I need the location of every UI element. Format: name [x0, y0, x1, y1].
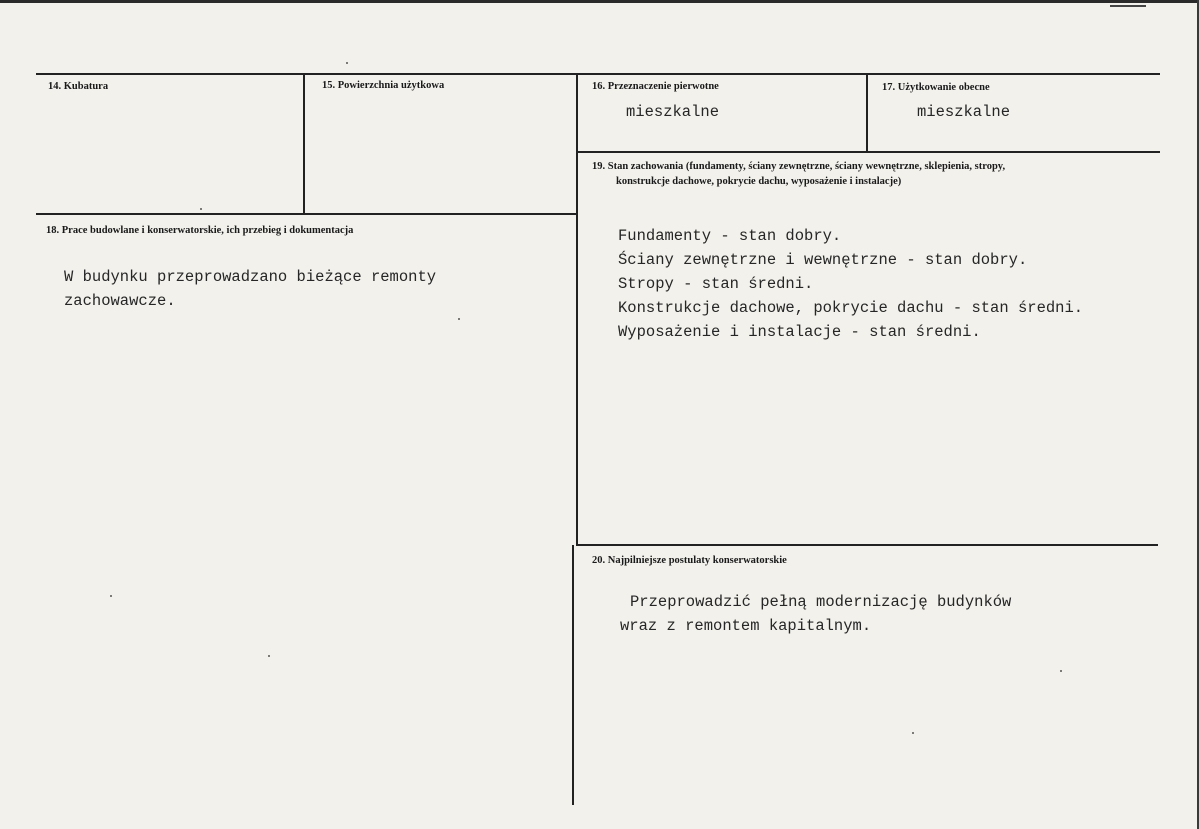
stan-line: Ściany zewnętrzne i wewnętrzne - stan dobry.: [618, 251, 1028, 269]
prace-text: [64, 265, 436, 313]
stan-line: Wyposażenie i instalacje - stan średni.: [618, 323, 981, 341]
top-edge: [0, 0, 1199, 3]
rule-under-16-17: [576, 151, 1160, 153]
paper-speck: [200, 208, 202, 210]
paper-speck: [1060, 670, 1062, 672]
stan-label-line1: 19. Stan zachowania (fundamenty, ściany zewnętrzne, ściany wewnętrzne, sklepienia, stropy,: [592, 161, 1006, 172]
rule-under-14-15: [36, 213, 577, 215]
postulaty-text: [620, 590, 1011, 638]
stan-label-line2: konstrukcje dachowe, pokrycie dachu, wyposażenie i instalacje): [616, 176, 902, 187]
stan-line: Fundamenty - stan dobry.: [618, 227, 842, 245]
top-rule: [36, 73, 1160, 75]
prace-label: 18. Prace budowlane i konserwatorskie, ich przebieg i dokumentacja: [46, 225, 354, 236]
rule-above-20: [576, 544, 1158, 546]
stan-line: Konstrukcje dachowe, pokrycie dachu - stan średni.: [618, 299, 1084, 317]
uzytkowanie-label: 17. Użytkowanie obecne: [882, 82, 990, 93]
paper-speck: [458, 318, 460, 320]
divider-main: [576, 73, 578, 545]
postulaty-line: Przeprowadzić pełną modernizację budynków: [630, 593, 1012, 611]
paper-speck: [110, 595, 112, 597]
prace-line: zachowawcze.: [64, 292, 176, 310]
stan-line: Stropy - stan średni.: [618, 275, 814, 293]
prace-line: W budynku przeprowadzano bieżące remonty: [64, 268, 437, 286]
paper-speck: [912, 732, 914, 734]
powierzchnia-label: 15. Powierzchnia użytkowa: [322, 80, 445, 91]
divider-16-17: [866, 73, 868, 152]
postulaty-label: 20. Najpilniejsze postulaty konserwatorskie: [592, 555, 787, 566]
divider-14-15: [303, 73, 305, 215]
uzytkowanie-value: mieszkalne: [917, 103, 1011, 121]
divider-main-lower: [572, 545, 574, 805]
stan-text: [618, 224, 1083, 344]
kubatura-label: 14. Kubatura: [48, 81, 109, 92]
przeznaczenie-label: 16. Przeznaczenie pierwotne: [592, 81, 719, 92]
przeznaczenie-value: mieszkalne: [626, 103, 720, 121]
corner-mark: [1110, 5, 1146, 7]
paper-speck: [268, 655, 270, 657]
postulaty-line: wraz z remontem kapitalnym.: [620, 617, 872, 635]
paper-speck: [346, 62, 348, 64]
